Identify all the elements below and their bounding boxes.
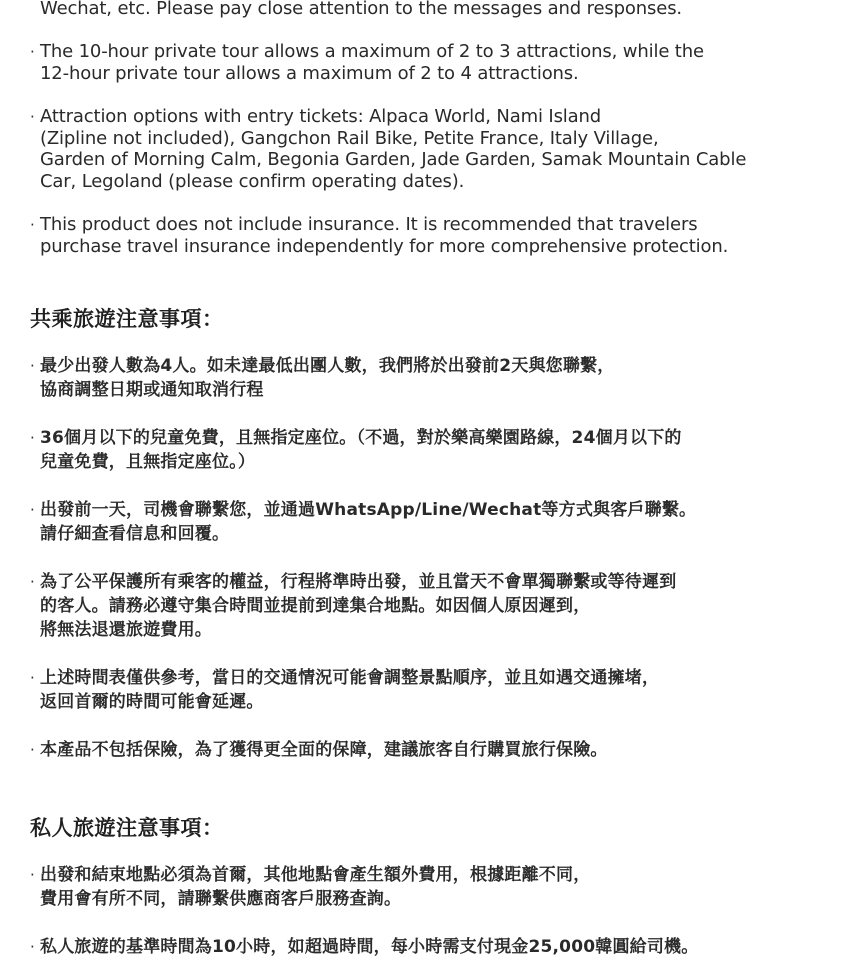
item-lines: [40, 935, 835, 959]
item-line: 費用會有所不同，請聯繫供應商客戶服務查詢。: [40, 889, 402, 909]
english-note-3: [30, 214, 835, 257]
note-line: Garden of Morning Calm, Begonia Garden, Jade Garden, Samak Mountain Cable: [40, 149, 747, 170]
note-line: 12-hour private tour allows a maximum of 2 to 4 attractions.: [40, 62, 579, 84]
item-line: 協商調整日期或通知取消行程: [40, 380, 264, 400]
item-line: 的客人。請務必遵守集合時間並提前到達集合地點。如因個人原因遲到，: [40, 596, 591, 616]
note-line: Wechat, etc. Please pay close attention to the messages and responses.: [40, 0, 682, 19]
note-lines: [40, 0, 835, 20]
bullet-dot: ·: [30, 108, 35, 126]
english-note-2: [30, 106, 835, 192]
note-line: Attraction options with entry tickets: Alpaca World, Nami Island: [40, 106, 602, 127]
bullet-dot: ·: [30, 573, 35, 591]
bullet-dot: ·: [30, 43, 35, 61]
item-lines: [40, 570, 835, 642]
bullet-dot: ·: [30, 429, 35, 447]
item-lines: [40, 498, 835, 546]
item-line: 請仔細查看信息和回覆。: [40, 524, 230, 544]
note-line: This product does not include insurance. It is recommended that travelers: [40, 214, 698, 235]
bullet-dot: ·: [30, 216, 35, 234]
item-line: 為了公平保護所有乘客的權益，行程將準時出發，並且當天不會單獨聯繫或等待遲到: [40, 572, 677, 592]
bullet-dot: ·: [30, 741, 35, 759]
shared-tour-item-1: [30, 426, 835, 474]
item-line: 36個月以下的兒童免費，且無指定座位。（不過，對於樂高樂園路線，24個月以下的: [40, 428, 682, 448]
item-lines: [40, 738, 835, 762]
item-line: 返回首爾的時間可能會延遲。: [40, 692, 264, 712]
item-line: 出發前一天，司機會聯繫您，並通過WhatsApp/Line/Wechat等方式與客戶聯繫。: [40, 500, 697, 520]
note-lines: [40, 41, 835, 84]
item-line: 上述時間表僅供參考，當日的交通情況可能會調整景點順序，並且如遇交通擁堵，: [40, 668, 660, 688]
note-line: The 10-hour private tour allows a maximum of 2 to 3 attractions, while the: [40, 41, 704, 62]
item-line: 出發和結束地點必須為首爾，其他地點會產生額外費用，根據距離不同，: [40, 865, 591, 885]
shared-tour-item-4: [30, 666, 835, 714]
note-line: Car, Legoland (please confirm operating dates).: [40, 170, 465, 192]
item-lines: [40, 863, 835, 911]
shared-tour-item-2: [30, 498, 835, 546]
shared-tour-heading: 共乘旅遊注意事項：: [30, 307, 224, 331]
note-line: (Zipline not included), Gangchon Rail Bike, Petite France, Italy Village,: [40, 127, 659, 149]
item-lines: [40, 354, 835, 402]
english-note-1: [30, 41, 835, 84]
item-lines: [40, 666, 835, 714]
shared-tour-item-5: [30, 738, 835, 762]
item-line: 本產品不包括保險，為了獲得更全面的保障，建議旅客自行購買旅行保險。: [40, 740, 608, 760]
private-tour-item-0: [30, 863, 835, 911]
shared-tour-item-3: [30, 570, 835, 642]
note-lines: [40, 214, 835, 257]
note-lines: [40, 106, 835, 192]
bullet-dot: ·: [30, 938, 35, 956]
private-tour-item-1: [30, 935, 835, 959]
private-tour-heading: 私人旅遊注意事項：: [30, 816, 224, 840]
bullet-dot: ·: [30, 357, 35, 375]
item-line: 最少出發人數為4人。如未達最低出團人數，我們將於出發前2天與您聯繫，: [40, 356, 615, 376]
shared-tour-item-0: [30, 354, 835, 402]
bullet-dot: ·: [30, 501, 35, 519]
item-line: 將無法退還旅遊費用。: [40, 620, 212, 640]
english-note-0: [30, 0, 835, 20]
item-lines: [40, 426, 835, 474]
item-line: 私人旅遊的基準時間為10小時，如超過時間，每小時需支付現金25,000韓圓給司機。: [40, 937, 699, 957]
bullet-dot: ·: [30, 866, 35, 884]
bullet-dot: ·: [30, 669, 35, 687]
item-line: 兒童免費，且無指定座位。）: [40, 452, 256, 472]
note-line: purchase travel insurance independently for more comprehensive protection.: [40, 235, 729, 257]
